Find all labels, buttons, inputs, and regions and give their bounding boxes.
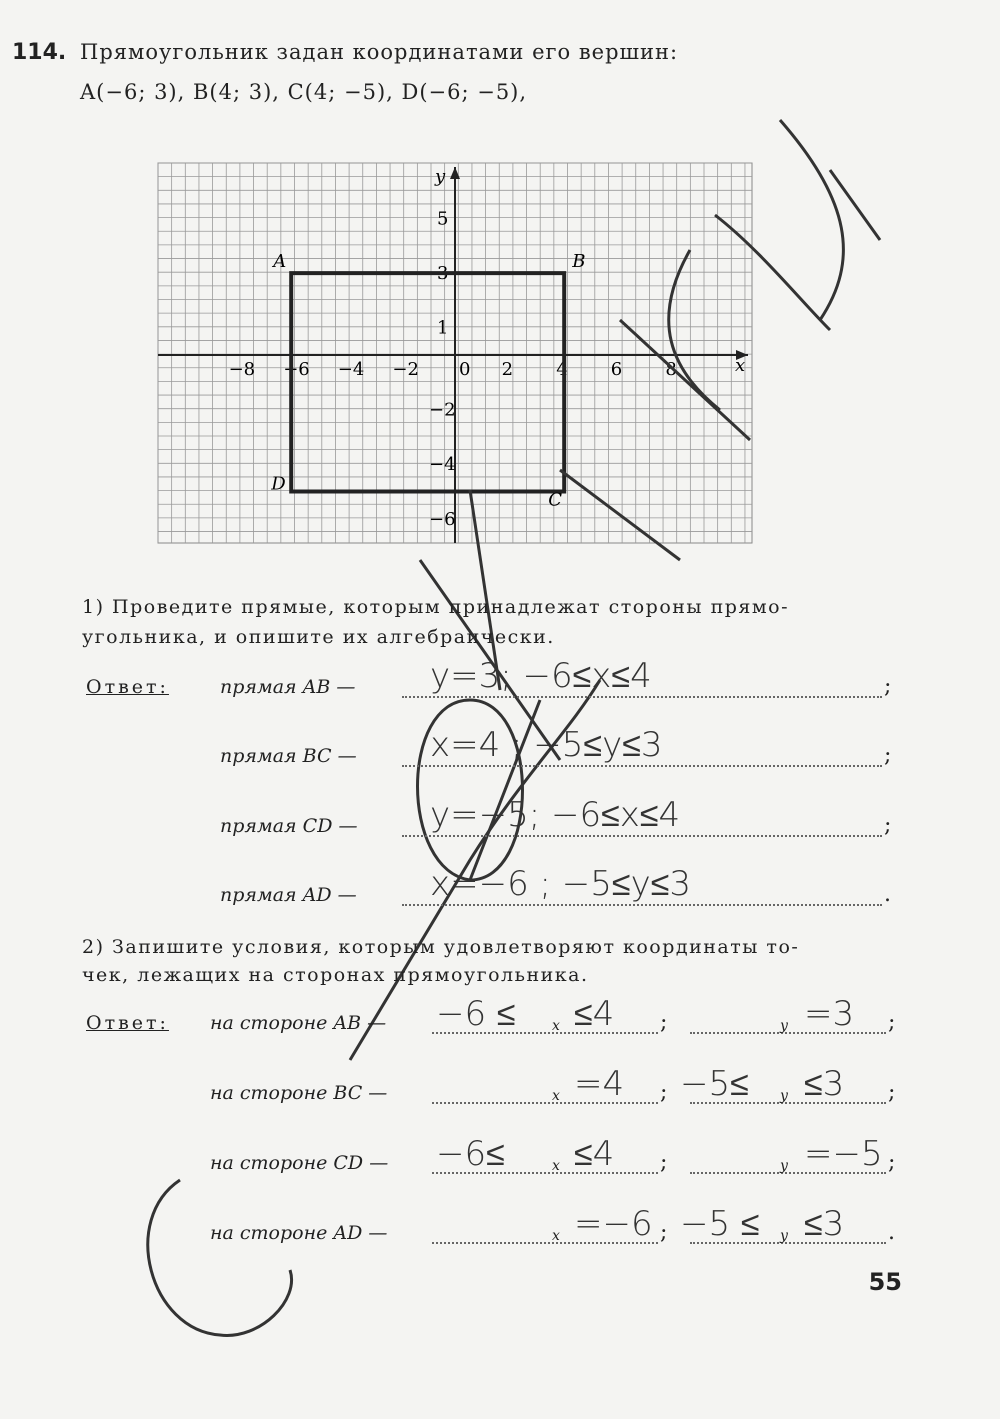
task2-variable-y: y [780, 1018, 788, 1034]
y-tick-label: 1 [437, 317, 449, 339]
task1-row-label: прямая AD — [220, 884, 357, 906]
y-tick-label: 5 [437, 208, 449, 230]
task2-handwritten-y-condition: =3 [804, 994, 855, 1034]
x-tick-label: −6 [283, 359, 310, 380]
overlay-stroke-c2 [560, 470, 680, 560]
overlay-stroke-c [148, 1180, 292, 1335]
overlay-stroke-l [620, 250, 750, 440]
task2-variable-y: y [780, 1158, 788, 1174]
task1-line2: угольника, и опишите их алгебраически. [82, 626, 555, 648]
task2-separator: ; [660, 1150, 668, 1175]
x-tick-label: −4 [337, 359, 365, 380]
vertex-label-d: D [271, 473, 286, 495]
row-end-punctuation: ; [888, 1080, 896, 1105]
task2-separator: ; [660, 1080, 668, 1105]
problem-statement: Прямоугольник задан координатами его вершин: [80, 40, 679, 64]
row-end-punctuation: ; [888, 1010, 896, 1035]
x-tick-label: 2 [501, 359, 514, 380]
task2-handwritten-x-prefix: −6 ≤ [436, 994, 516, 1034]
vertex-label-a: A [273, 251, 287, 273]
task2-row-label: на стороне AB — [210, 1012, 387, 1034]
x-tick-label: 0 [459, 359, 471, 380]
page-number: 55 [868, 1268, 902, 1296]
row-end-punctuation: . [884, 882, 891, 907]
x-tick-label: −2 [392, 359, 419, 380]
task1-row-label: прямая AB — [220, 676, 356, 698]
y-tick-label: 3 [437, 263, 449, 285]
row-end-punctuation: ; [888, 1150, 896, 1175]
task2-handwritten-x-condition: ≤4 [574, 994, 615, 1034]
vertex-label-b: B [572, 251, 586, 273]
task1-handwritten-answer: x=4 ; −5≤y≤3 [430, 725, 663, 765]
task1-row-label: прямая CD — [220, 815, 358, 837]
task1-row-label: прямая BC — [220, 745, 357, 767]
task2-row-label: на стороне AD — [210, 1222, 388, 1244]
x-tick-label: 6 [610, 359, 623, 380]
vertex-coordinates: A(−6; 3), B(4; 3), C(4; −5), D(−6; −5), [80, 80, 528, 104]
overlay-stroke-top [715, 120, 880, 330]
task2-handwritten-x-condition: ≤4 [574, 1134, 615, 1174]
task2-line1: 2) Запишите условия, которым удовлетворяют координаты то- [82, 936, 800, 958]
y-axis-label: y [435, 166, 446, 187]
task2-handwritten-x-condition: =4 [574, 1064, 625, 1104]
task2-variable-x: x [552, 1228, 560, 1244]
rectangle-outline [291, 273, 564, 491]
task2-variable-x: x [552, 1088, 560, 1104]
y-tick-label: −6 [429, 508, 456, 530]
task2-line2: чек, лежащих на сторонах прямоугольника. [82, 964, 589, 986]
tick-labels [229, 209, 677, 530]
task1-line1: 1) Проведите прямые, которым принадлежат стороны прямо- [82, 596, 790, 618]
x-tick-label: 8 [665, 359, 677, 380]
answer-dotted-line [402, 765, 882, 767]
task2-separator: ; [660, 1010, 668, 1035]
task2-variable-x: x [552, 1158, 560, 1174]
y-tick-label: −2 [429, 399, 456, 421]
x-tick-label: 4 [556, 359, 568, 380]
row-end-punctuation: ; [884, 813, 892, 838]
answer-dotted-line-y [690, 1032, 886, 1034]
task2-handwritten-x-condition: =−6 [574, 1204, 653, 1244]
task2-answer-label: Ответ: [86, 1012, 169, 1034]
row-end-punctuation: . [888, 1220, 895, 1245]
task2-row-label: на стороне CD — [210, 1152, 389, 1174]
task2-handwritten-y-condition: =−5 [804, 1134, 883, 1174]
task2-handwritten-x-prefix: −6≤ [436, 1134, 505, 1174]
task1-handwritten-answer: y=−5; −6≤x≤4 [430, 795, 681, 835]
task2-variable-y: y [780, 1088, 788, 1104]
task1-answer-label: Ответ: [86, 676, 169, 698]
row-end-punctuation: ; [884, 743, 892, 768]
task2-handwritten-y-condition: ≤3 [804, 1064, 845, 1104]
answer-dotted-line [402, 904, 882, 906]
row-end-punctuation: ; [884, 674, 892, 699]
task1-handwritten-answer: y=3; −6≤x≤4 [430, 656, 652, 696]
task2-separator: ; [660, 1220, 668, 1245]
task2-row-label: на стороне BC — [210, 1082, 388, 1104]
x-tick-label: −8 [228, 359, 256, 380]
answer-dotted-line [402, 835, 882, 837]
task2-handwritten-y-condition: ≤3 [804, 1204, 845, 1244]
vertex-label-c: C [548, 489, 562, 511]
rectangle-abcd [270, 251, 585, 510]
task1-handwritten-answer: x=−6 ; −5≤y≤3 [430, 864, 691, 904]
x-axis-label: x [735, 355, 746, 376]
task2-variable-y: y [780, 1228, 788, 1244]
task2-handwritten-y-prefix: −5 ≤ [680, 1204, 760, 1244]
answer-dotted-line [402, 696, 882, 698]
y-tick-label: −4 [429, 454, 456, 476]
problem-number: 114. [12, 40, 67, 65]
task2-handwritten-y-prefix: −5≤ [680, 1064, 749, 1104]
task2-variable-x: x [552, 1018, 560, 1034]
